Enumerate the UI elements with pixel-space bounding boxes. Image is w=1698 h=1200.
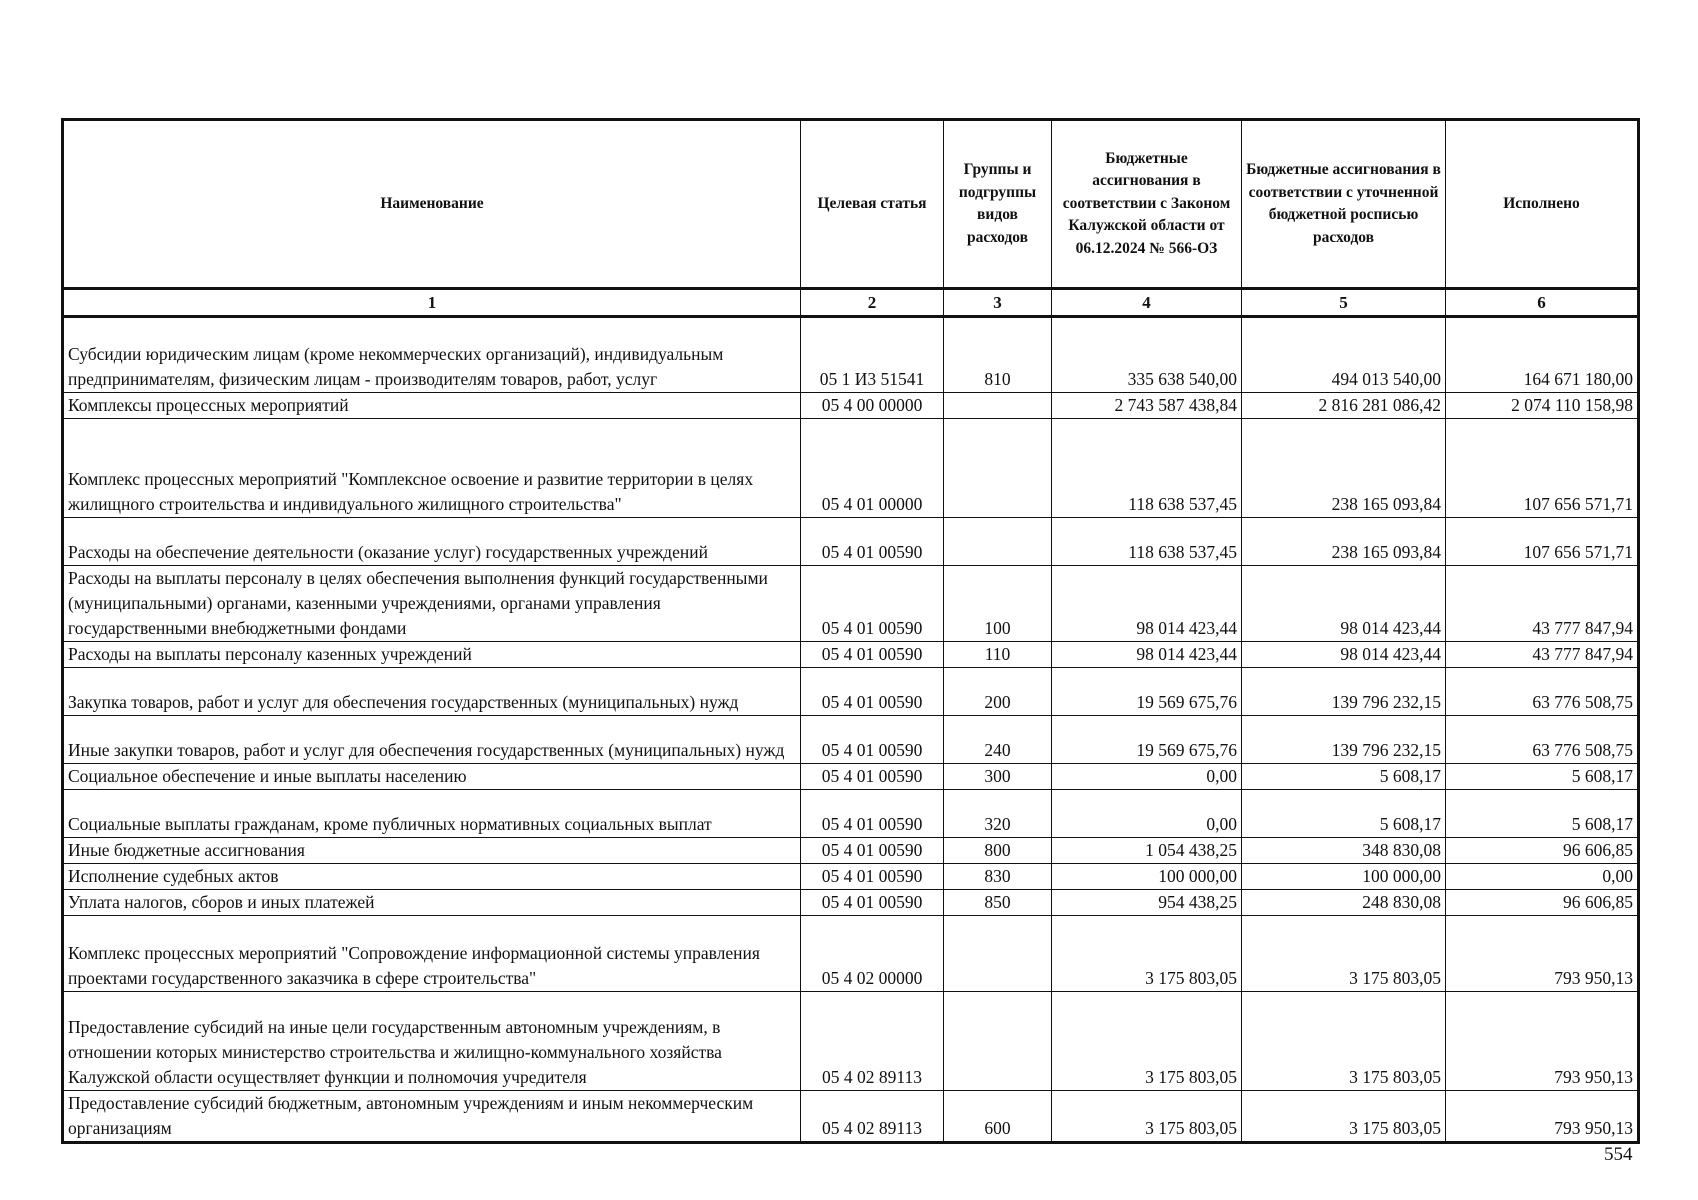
column-number: 1 [63,289,801,317]
row-refined-amount: 5 608,17 [1242,790,1446,838]
row-expense-group: 100 [944,566,1052,642]
row-name: Социальные выплаты гражданам, кроме публичных нормативных социальных выплат [63,790,801,838]
table-row [63,864,1639,890]
row-target-article: 05 4 02 00000 [801,916,944,992]
row-target-article: 05 4 01 00590 [801,838,944,864]
table-row [63,790,1639,838]
row-law-amount: 3 175 803,05 [1052,1091,1242,1143]
header-name: Наименование [63,120,801,289]
column-number-row [63,289,1639,317]
row-target-article: 05 4 02 89113 [801,1091,944,1143]
row-refined-amount: 3 175 803,05 [1242,1091,1446,1143]
row-law-amount: 3 175 803,05 [1052,992,1242,1091]
row-name: Уплата налогов, сборов и иных платежей [63,890,801,916]
row-executed-amount: 96 606,85 [1446,838,1639,864]
row-executed-amount: 107 656 571,71 [1446,419,1639,518]
row-law-amount: 3 175 803,05 [1052,916,1242,992]
row-executed-amount: 2 074 110 158,98 [1446,393,1639,419]
row-name: Иные закупки товаров, работ и услуг для обеспечения государственных (муниципальных) нужд [63,716,801,764]
column-number: 6 [1446,289,1639,317]
row-refined-amount: 5 608,17 [1242,764,1446,790]
row-expense-group: 110 [944,642,1052,668]
row-executed-amount: 793 950,13 [1446,992,1639,1091]
row-executed-amount: 107 656 571,71 [1446,518,1639,566]
row-target-article: 05 4 01 00590 [801,716,944,764]
header-refined-allocations: Бюджетные ассигнования в соответствии с уточненной бюджетной росписью расходов [1242,120,1446,289]
row-target-article: 05 4 01 00590 [801,668,944,716]
table-row [63,419,1639,518]
row-expense-group [944,916,1052,992]
row-expense-group [944,992,1052,1091]
row-name: Закупка товаров, работ и услуг для обеспечения государственных (муниципальных) нужд [63,668,801,716]
row-expense-group: 800 [944,838,1052,864]
row-expense-group [944,419,1052,518]
row-law-amount: 118 638 537,45 [1052,518,1242,566]
row-law-amount: 19 569 675,76 [1052,668,1242,716]
row-refined-amount: 3 175 803,05 [1242,916,1446,992]
table-row [63,890,1639,916]
row-name: Комплексы процессных мероприятий [63,393,801,419]
row-name: Предоставление субсидий на иные цели государственным автономным учреждениям, в отношении которых министерство строительства и жилищно-коммунального хозяйства Калужской области осуществляет функции и полномочия учредителя [63,992,801,1091]
row-executed-amount: 793 950,13 [1446,1091,1639,1143]
row-law-amount: 0,00 [1052,764,1242,790]
page-number: 554 [1604,1144,1633,1165]
row-refined-amount: 494 013 540,00 [1242,317,1446,393]
row-expense-group: 830 [944,864,1052,890]
table-row [63,764,1639,790]
row-executed-amount: 793 950,13 [1446,916,1639,992]
row-refined-amount: 98 014 423,44 [1242,642,1446,668]
row-executed-amount: 5 608,17 [1446,764,1639,790]
row-law-amount: 1 054 438,25 [1052,838,1242,864]
row-name: Субсидии юридическим лицам (кроме некоммерческих организаций), индивидуальным предпринимателям, физическим лицам - производителям товаров, работ, услуг [63,317,801,393]
row-executed-amount: 43 777 847,94 [1446,566,1639,642]
row-expense-group: 300 [944,764,1052,790]
row-executed-amount: 63 776 508,75 [1446,716,1639,764]
row-law-amount: 335 638 540,00 [1052,317,1242,393]
row-expense-group: 850 [944,890,1052,916]
row-target-article: 05 4 00 00000 [801,393,944,419]
row-law-amount: 98 014 423,44 [1052,566,1242,642]
table-row [63,716,1639,764]
budget-table [61,118,1640,1144]
column-number: 3 [944,289,1052,317]
row-target-article: 05 4 01 00590 [801,518,944,566]
row-name: Социальное обеспечение и иные выплаты населению [63,764,801,790]
row-law-amount: 100 000,00 [1052,864,1242,890]
row-law-amount: 0,00 [1052,790,1242,838]
row-executed-amount: 96 606,85 [1446,890,1639,916]
row-refined-amount: 3 175 803,05 [1242,992,1446,1091]
table-row [63,317,1639,393]
table-body [63,317,1639,1143]
column-number: 2 [801,289,944,317]
row-expense-group [944,518,1052,566]
table-row [63,642,1639,668]
table-row [63,1091,1639,1143]
row-refined-amount: 238 165 093,84 [1242,419,1446,518]
row-refined-amount: 139 796 232,15 [1242,668,1446,716]
table-row [63,393,1639,419]
column-number: 5 [1242,289,1446,317]
row-executed-amount: 0,00 [1446,864,1639,890]
row-name: Иные бюджетные ассигнования [63,838,801,864]
table-row [63,518,1639,566]
row-executed-amount: 63 776 508,75 [1446,668,1639,716]
row-refined-amount: 100 000,00 [1242,864,1446,890]
row-refined-amount: 248 830,08 [1242,890,1446,916]
header-law-allocations: Бюджетные ассигнования в соответствии с Законом Калужской области от 06.12.2024 № 566-ОЗ [1052,120,1242,289]
header-target-article: Целевая статья [801,120,944,289]
row-name: Предоставление субсидий бюджетным, автономным учреждениям и иным некоммерческим организациям [63,1091,801,1143]
row-expense-group [944,393,1052,419]
row-target-article: 05 4 01 00590 [801,790,944,838]
row-target-article: 05 4 01 00590 [801,642,944,668]
row-law-amount: 2 743 587 438,84 [1052,393,1242,419]
row-expense-group: 240 [944,716,1052,764]
row-target-article: 05 4 01 00590 [801,566,944,642]
row-name: Исполнение судебных актов [63,864,801,890]
row-target-article: 05 4 01 00000 [801,419,944,518]
row-name: Расходы на выплаты персоналу в целях обеспечения выполнения функций государственными (муниципальными) органами, казенными учреждениями, органами управления государственными внебюджетными фондами [63,566,801,642]
row-executed-amount: 164 671 180,00 [1446,317,1639,393]
row-refined-amount: 139 796 232,15 [1242,716,1446,764]
row-law-amount: 118 638 537,45 [1052,419,1242,518]
row-refined-amount: 98 014 423,44 [1242,566,1446,642]
row-expense-group: 200 [944,668,1052,716]
row-target-article: 05 1 И3 51541 [801,317,944,393]
row-refined-amount: 238 165 093,84 [1242,518,1446,566]
row-target-article: 05 4 01 00590 [801,864,944,890]
row-law-amount: 954 438,25 [1052,890,1242,916]
row-refined-amount: 348 830,08 [1242,838,1446,864]
table-row [63,668,1639,716]
header-executed: Исполнено [1446,120,1639,289]
row-executed-amount: 43 777 847,94 [1446,642,1639,668]
row-refined-amount: 2 816 281 086,42 [1242,393,1446,419]
table-row [63,838,1639,864]
row-name: Расходы на выплаты персоналу казенных учреждений [63,642,801,668]
row-name: Расходы на обеспечение деятельности (оказание услуг) государственных учреждений [63,518,801,566]
table-header-row [63,120,1639,289]
row-expense-group: 600 [944,1091,1052,1143]
row-executed-amount: 5 608,17 [1446,790,1639,838]
row-law-amount: 98 014 423,44 [1052,642,1242,668]
header-expense-groups: Группы и подгруппы видов расходов [944,120,1052,289]
table-row [63,992,1639,1091]
row-expense-group: 320 [944,790,1052,838]
row-name: Комплекс процессных мероприятий "Сопровождение информационной системы управления проектами государственного заказчика в сфере строительства" [63,916,801,992]
column-number: 4 [1052,289,1242,317]
row-name: Комплекс процессных мероприятий "Комплексное освоение и развитие территории в целях жилищного строительства и индивидуального жилищного строительства" [63,419,801,518]
row-target-article: 05 4 01 00590 [801,890,944,916]
row-target-article: 05 4 01 00590 [801,764,944,790]
table-row [63,916,1639,992]
row-law-amount: 19 569 675,76 [1052,716,1242,764]
row-target-article: 05 4 02 89113 [801,992,944,1091]
row-expense-group: 810 [944,317,1052,393]
table-row [63,566,1639,642]
